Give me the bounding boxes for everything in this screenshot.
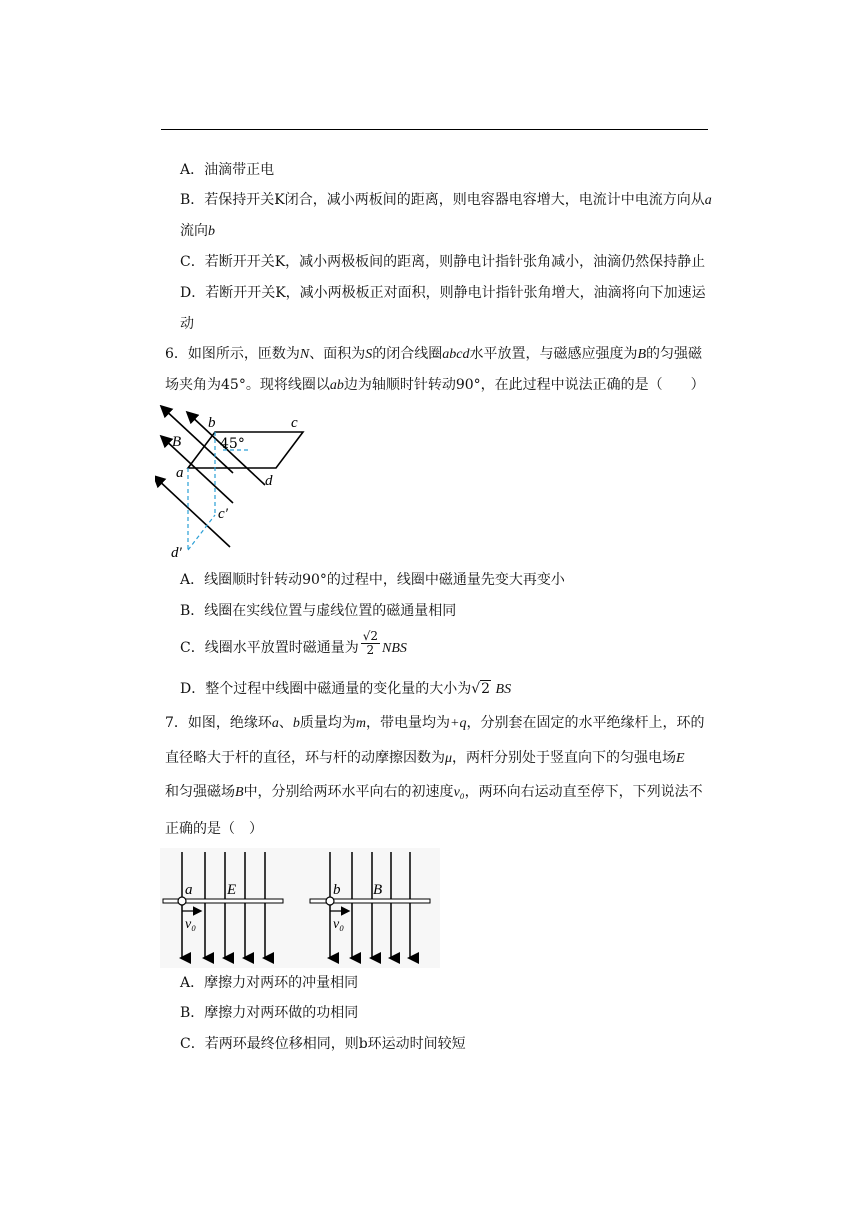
label-B: B xyxy=(373,882,383,898)
label-a: a xyxy=(185,882,193,898)
q5-option-a: A．油滴带正电 xyxy=(180,162,275,178)
header-rule xyxy=(161,129,708,130)
label-b: b xyxy=(208,415,216,431)
label-c: c xyxy=(291,415,298,431)
q5-option-d-line1: D．若断开开关K，减小两极板正对面积，则静电计指针张角增大，油滴将向下加速运 xyxy=(180,285,706,301)
q5-option-d-line2: 动 xyxy=(180,316,194,332)
q7-stem-line4: 正确的是（ ） xyxy=(165,821,263,837)
label-v0-right: v₀ xyxy=(333,917,345,932)
label-B: B xyxy=(172,434,182,450)
q7-option-a: A．摩擦力对两环的冲量相同 xyxy=(180,975,359,991)
label-b: b xyxy=(333,882,341,898)
q7-option-b: B．摩擦力对两环做的功相同 xyxy=(180,1005,359,1021)
label-d-prime: d′ xyxy=(171,545,182,560)
label-angle: 45° xyxy=(220,436,245,452)
q7-stem-line1: 7．如图，绝缘环a、b质量均为m，带电量均为+q，分别套在固定的水平绝缘杆上，环的 xyxy=(165,715,705,731)
q7-option-c: C．若两环最终位移相同，则b环运动时间较短 xyxy=(180,1036,466,1052)
q6-option-b: B．线圈在实线位置与虚线位置的磁通量相同 xyxy=(180,603,457,619)
q6-stem-line1: 6．如图所示，匝数为N、面积为S的闭合线圈abcd水平放置，与磁感应强度为B的匀强磁 xyxy=(165,346,703,362)
q5-option-b-line1: B．若保持开关K闭合，减小两板间的距离，则电容器电容增大，电流计中电流方向从a xyxy=(180,192,712,208)
q6-option-a: A．线圈顺时针转动90°的过程中，线圈中磁通量先变大再变小 xyxy=(180,572,565,588)
q6-coil-figure xyxy=(155,405,315,560)
q6-option-d: D．整个过程中线圈中磁通量的变化量的大小为√2 BS xyxy=(180,681,512,697)
q7-stem-line2: 直径略大于杆的直径，环与杆的动摩擦因数为μ，两杆分别处于竖直向下的匀强电场E xyxy=(165,750,685,766)
figure-background xyxy=(160,848,440,968)
label-E: E xyxy=(227,882,237,898)
ring-b xyxy=(326,897,334,905)
label-c-prime: c′ xyxy=(218,506,228,522)
q5-option-c: C．若断开开关K，减小两极板间的距离，则静电计指针张角减小，油滴仍然保持静止 xyxy=(180,254,706,270)
label-d: d xyxy=(265,473,273,489)
ring-a xyxy=(178,897,186,905)
q6-stem-line2: 场夹角为45°。现将线圈以ab边为轴顺时针转动90°，在此过程中说法正确的是（ ） xyxy=(165,377,705,393)
q7-rings-figure xyxy=(160,848,440,968)
q5-option-b-line2: 流向b xyxy=(180,223,215,239)
label-a: a xyxy=(176,465,184,481)
q7-stem-line3: 和匀强磁场B中，分别给两环水平向右的初速度v₀，两环向右运动直至停下，下列说法不 xyxy=(165,784,703,800)
label-v0-left: v₀ xyxy=(185,917,197,932)
q6-option-c: C．线圈水平放置时磁通量为 $\frac{√2}{2}$ NBS xyxy=(180,628,407,657)
